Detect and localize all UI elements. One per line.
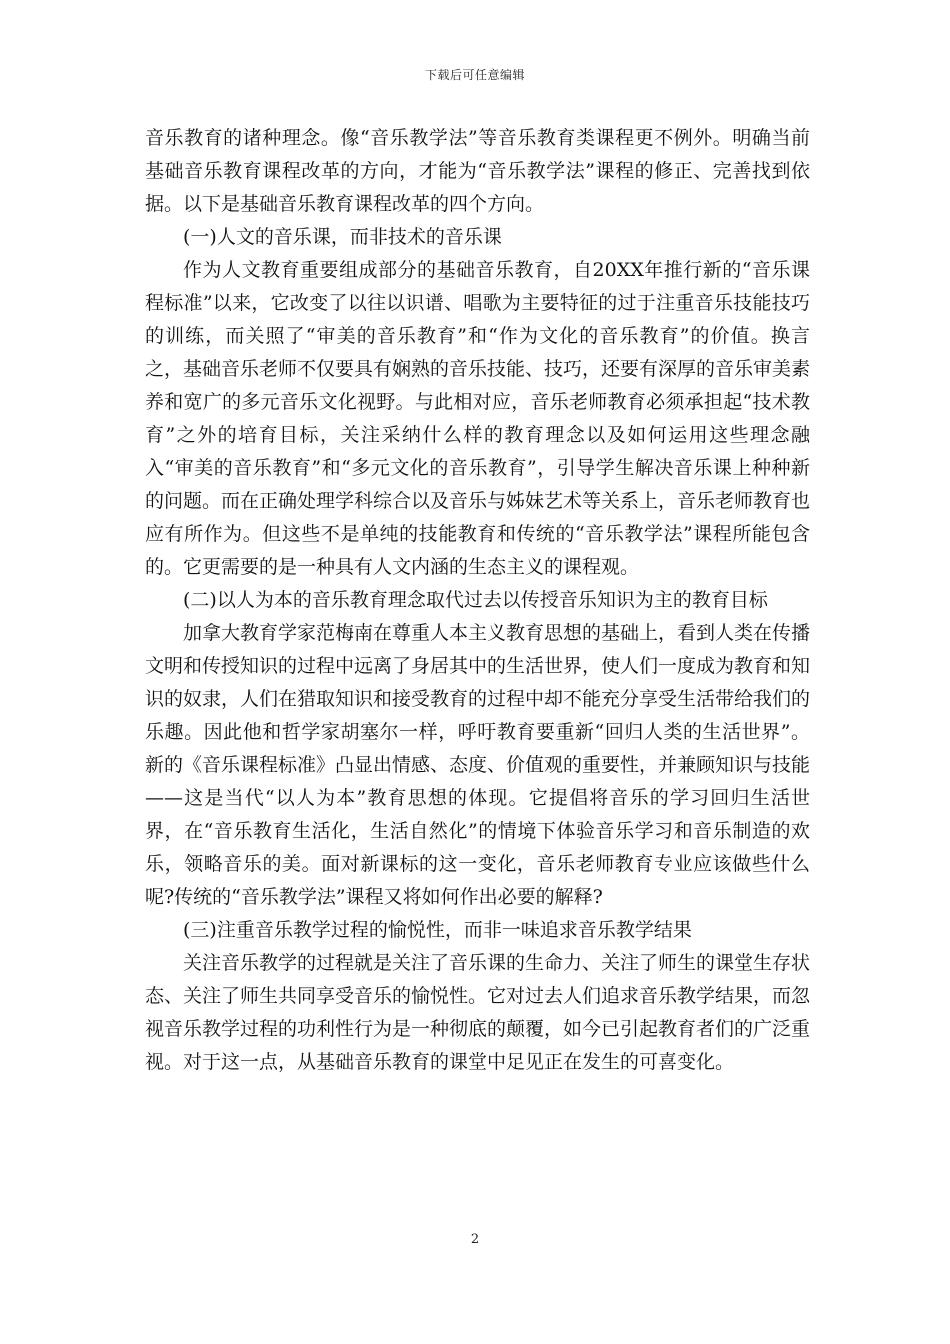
page-number: 2 [470,1232,480,1247]
section-paragraph-3: 关注音乐教学的过程就是关注了音乐课的生命力、关注了师生的课堂生存状态、关注了师生共同享受音乐的愉悦性。它对过去人们追求音乐教学结果，而忽视音乐教学过程的功利性行为是一种彻底的颠覆，如今已引起教育者们的广泛重视。对于这一点，从基础音乐教育的课堂中足见正在发生的可喜变化。 [145,952,811,1073]
section-paragraph-2: 加拿大教育学家范梅南在尊重人本主义教育思想的基础上，看到人类在传播文明和传授知识的过程中远离了身居其中的生活世界，使人们一度成为教育和知识的奴隶，人们在猎取知识和接受教育的过程中却不能充分享受生活带给我们的乐趣。因此他和哲学家胡塞尔一样，呼吁教育要重新“回归人类的生活世界”。新的《音乐课程标准》凸显出情感、态度、价值观的重要性，并兼顾知识与技能——这是当代“以人为本”教育思想的体现。它提倡将音乐的学习回归生活世界，在“音乐教育生活化，生活自然化”的情境下体验音乐学习和音乐制造的欢乐，领略音乐的美。面对新课标的这一变化，音乐老师教育专业应该做些什么呢?传统的“音乐教学法”课程又将如何作出必要的解释? [145,622,811,908]
section-paragraph-1: 作为人文教育重要组成部分的基础音乐教育，自20XX年推行新的“音乐课程标准”以来，它改变了以往以识谱、唱歌为主要特征的过于注重音乐技能技巧的训练，而关照了“审美的音乐教育”和“作为文化的音乐教育”的价值。换言之，基础音乐老师不仅要具有娴熟的音乐技能、技巧，还要有深厚的音乐审美素养和宽广的多元音乐文化视野。与此相对应，音乐老师教育必须承担起“技术教育”之外的培育目标，关注采纳什么样的教育理念以及如何运用这些理念融入“审美的音乐教育”和“多元文化的音乐教育”，引导学生解决音乐课上种种新的问题。而在正确处理学科综合以及音乐与姊妹艺术等关系上，音乐老师教育也应有所作为。但这些不是单纯的技能教育和传统的“音乐教学法”课程所能包含的。它更需要的是一种具有人文内涵的生态主义的课程观。 [145,259,811,578]
section-heading-2: (二)以人为本的音乐教育理念取代过去以传授音乐知识为主的教育目标 [183,589,768,611]
page-header: 下载后可任意编辑 [424,68,525,82]
document-body [145,122,810,1079]
section-heading-1: (一)人文的音乐课，而非技术的音乐课 [183,226,502,248]
intro-paragraph: 音乐教育的诸种理念。像“音乐教学法”等音乐教育类课程更不例外。明确当前基础音乐教育课程改革的方向，才能为“音乐教学法”课程的修正、完善找到依据。以下是基础音乐教育课程改革的四个方向。 [145,127,810,215]
section-heading-3: (三)注重音乐教学过程的愉悦性，而非一味追求音乐教学结果 [183,919,692,941]
